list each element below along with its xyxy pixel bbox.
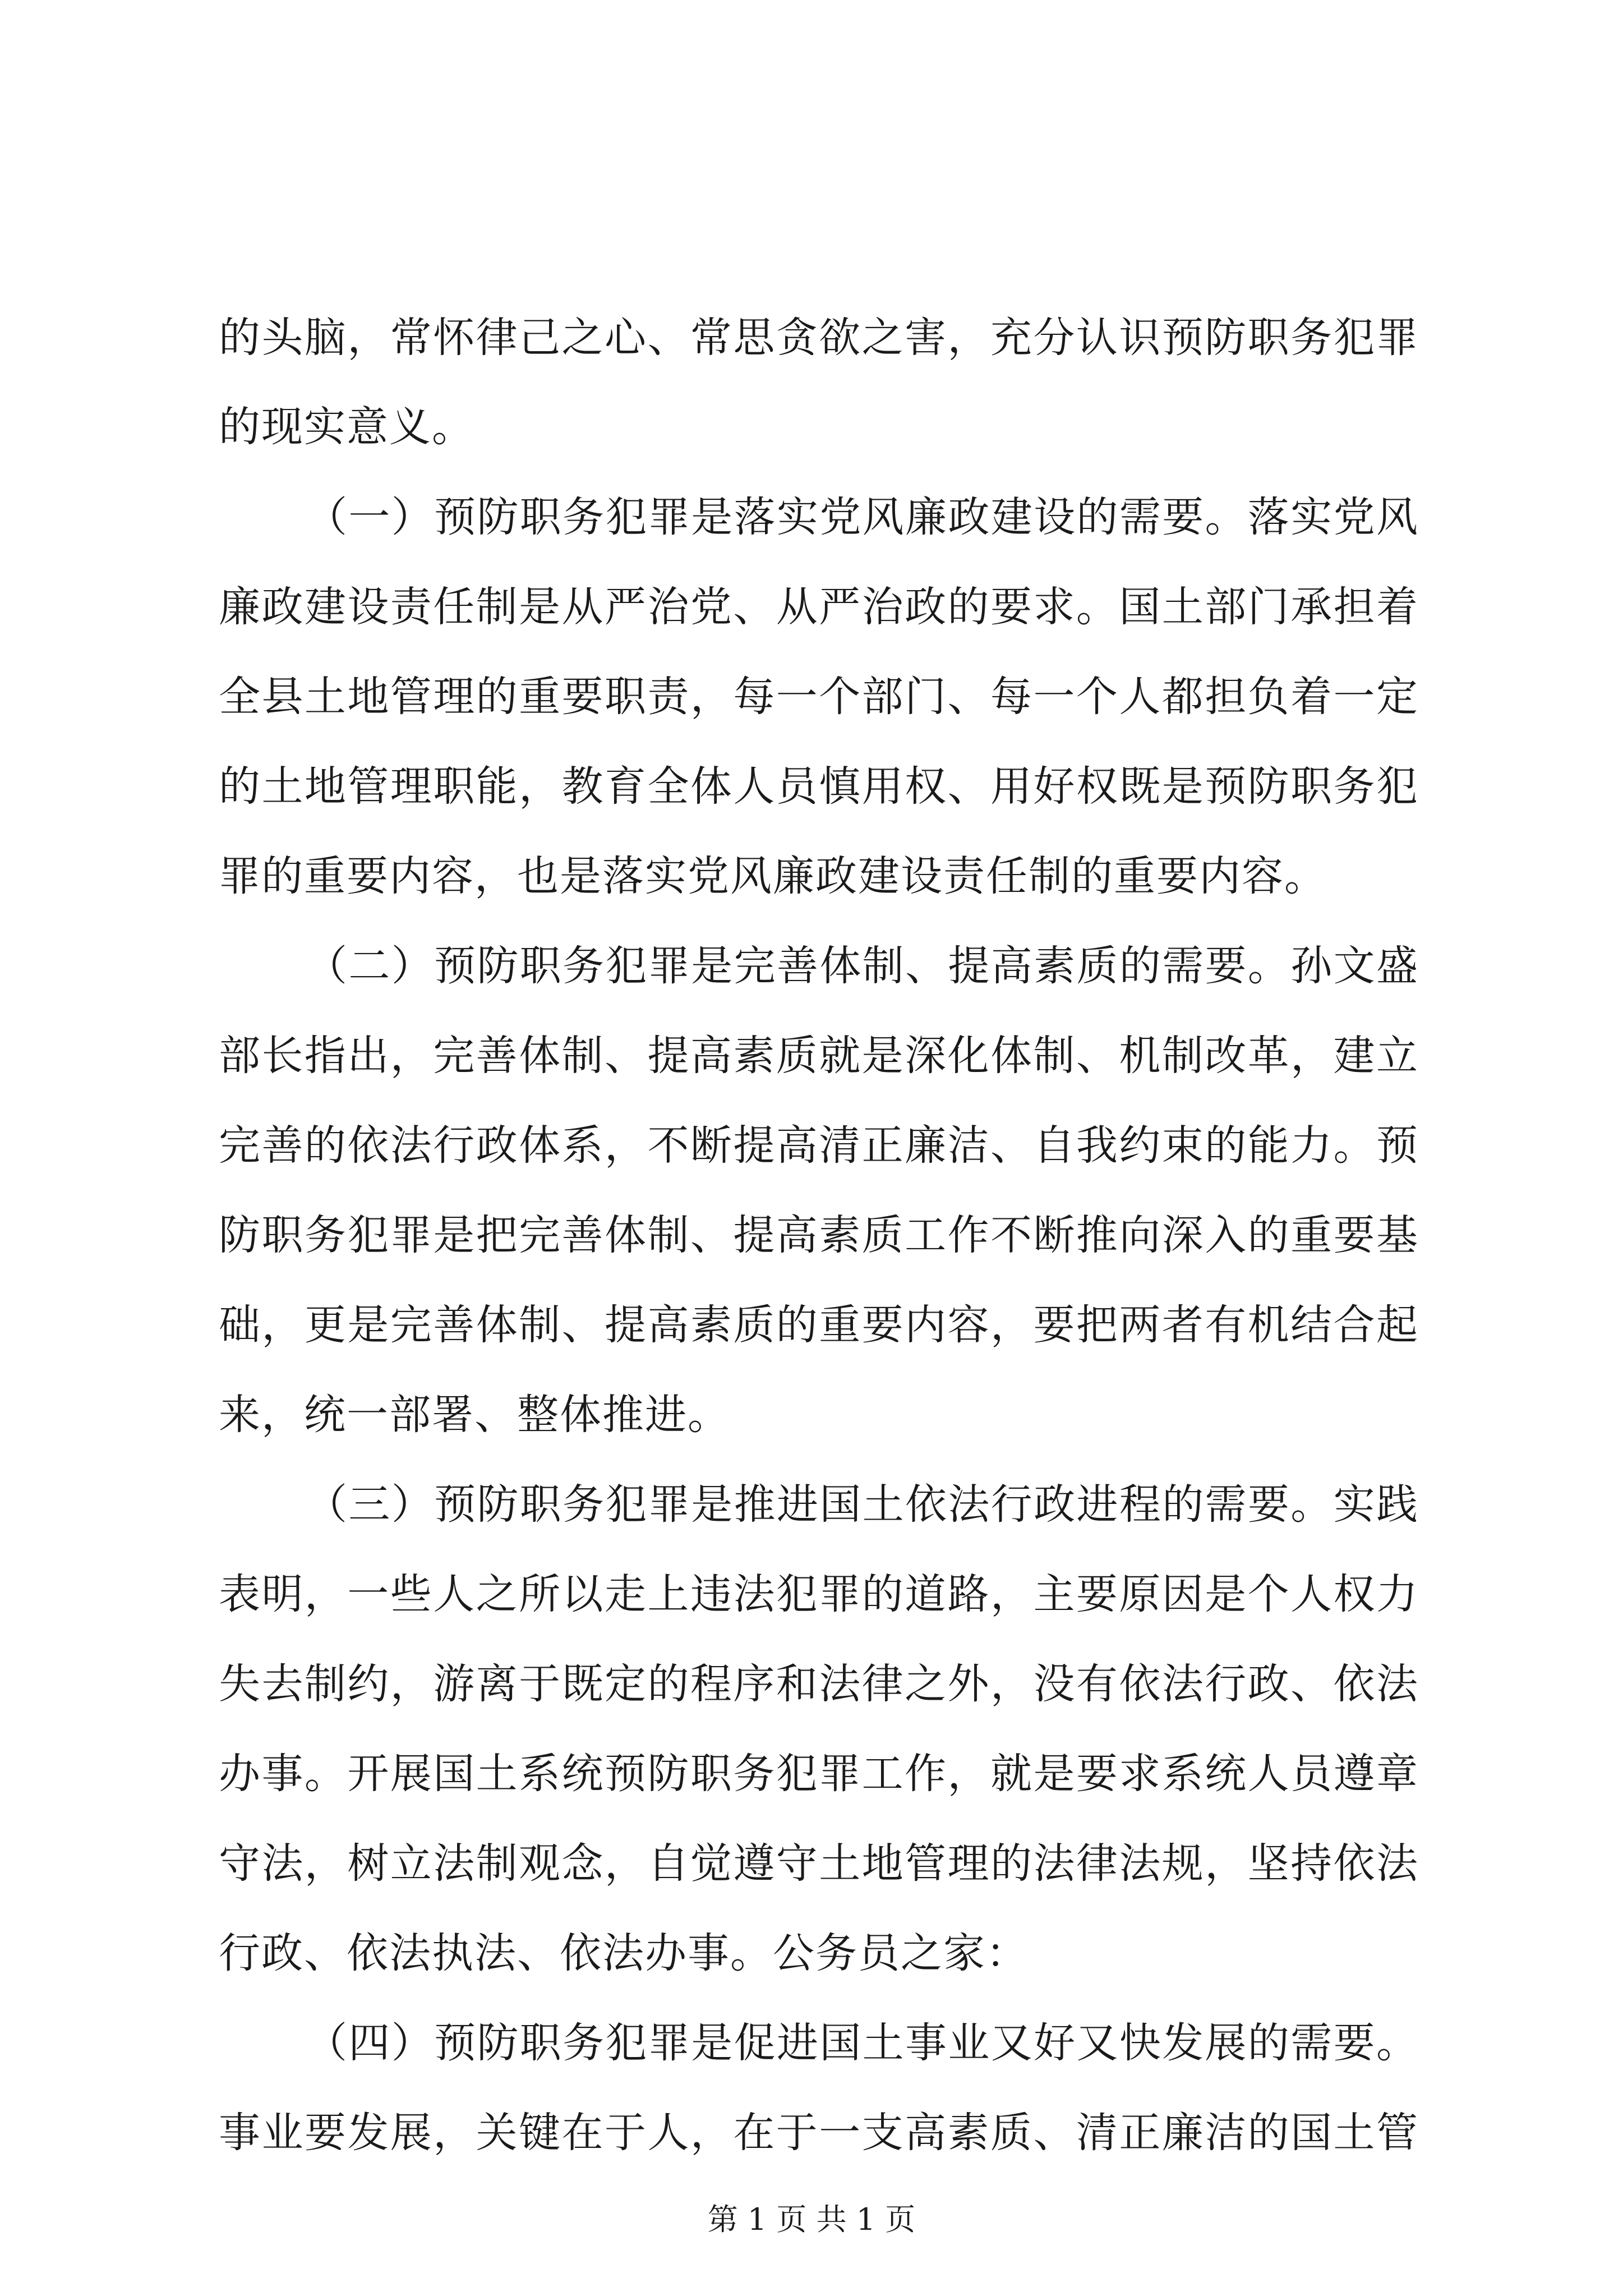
text-line: （二）预防职务犯罪是完善体制、提高素质的需要。孙文盛 [306,942,1419,990]
text-line: 完善的依法行政体系，不断提高清正廉洁、自我约束的能力。预 [219,1121,1419,1170]
text-line: 的现实意义。 [219,403,474,451]
text-line: 来，统一部署、整体推进。 [219,1391,730,1439]
text-line: 事业要发展，关键在于人，在于一支高素质、清正廉洁的国土管 [219,2109,1419,2157]
text-line: 表明，一些人之所以走上违法犯罪的道路，主要原因是个人权力 [219,1570,1419,1618]
text-line: 廉政建设责任制是从严治党、从严治政的要求。国土部门承担着 [219,583,1419,631]
text-line: 办事。开展国土系统预防职务犯罪工作，就是要求系统人员遵章 [219,1750,1419,1798]
text-line: 罪的重要内容，也是落实党风廉政建设责任制的重要内容。 [219,852,1327,900]
text-line: 行政、依法执法、依法办事。公务员之家： [219,1929,1029,1977]
text-line: 的土地管理职能，教育全体人员慎用权、用好权既是预防职务犯 [219,762,1419,811]
page-number-footer: 第 1 页 共 1 页 [707,2202,916,2237]
text-line: （四）预防职务犯罪是促进国土事业又好又快发展的需要。 [306,2019,1419,2067]
text-line: 的头脑，常怀律己之心、常思贪欲之害，充分认识预防职务犯罪 [219,314,1419,362]
text-line: （三）预防职务犯罪是推进国土依法行政进程的需要。实践 [306,1480,1419,1529]
text-line: 部长指出，完善体制、提高素质就是深化体制、机制改革，建立 [219,1032,1419,1080]
text-line: 础，更是完善体制、提高素质的重要内容，要把两者有机结合起 [219,1301,1419,1349]
text-line: 防职务犯罪是把完善体制、提高素质工作不断推向深入的重要基 [219,1211,1419,1259]
text-line: （一）预防职务犯罪是落实党风廉政建设的需要。落实党风 [306,493,1419,541]
text-line: 失去制约，游离于既定的程序和法律之外，没有依法行政、依法 [219,1660,1419,1708]
text-line: 全县土地管理的重要职责，每一个部门、每一个人都担负着一定 [219,673,1419,721]
text-line: 守法，树立法制观念，自觉遵守土地管理的法律法规，坚持依法 [219,1839,1419,1888]
